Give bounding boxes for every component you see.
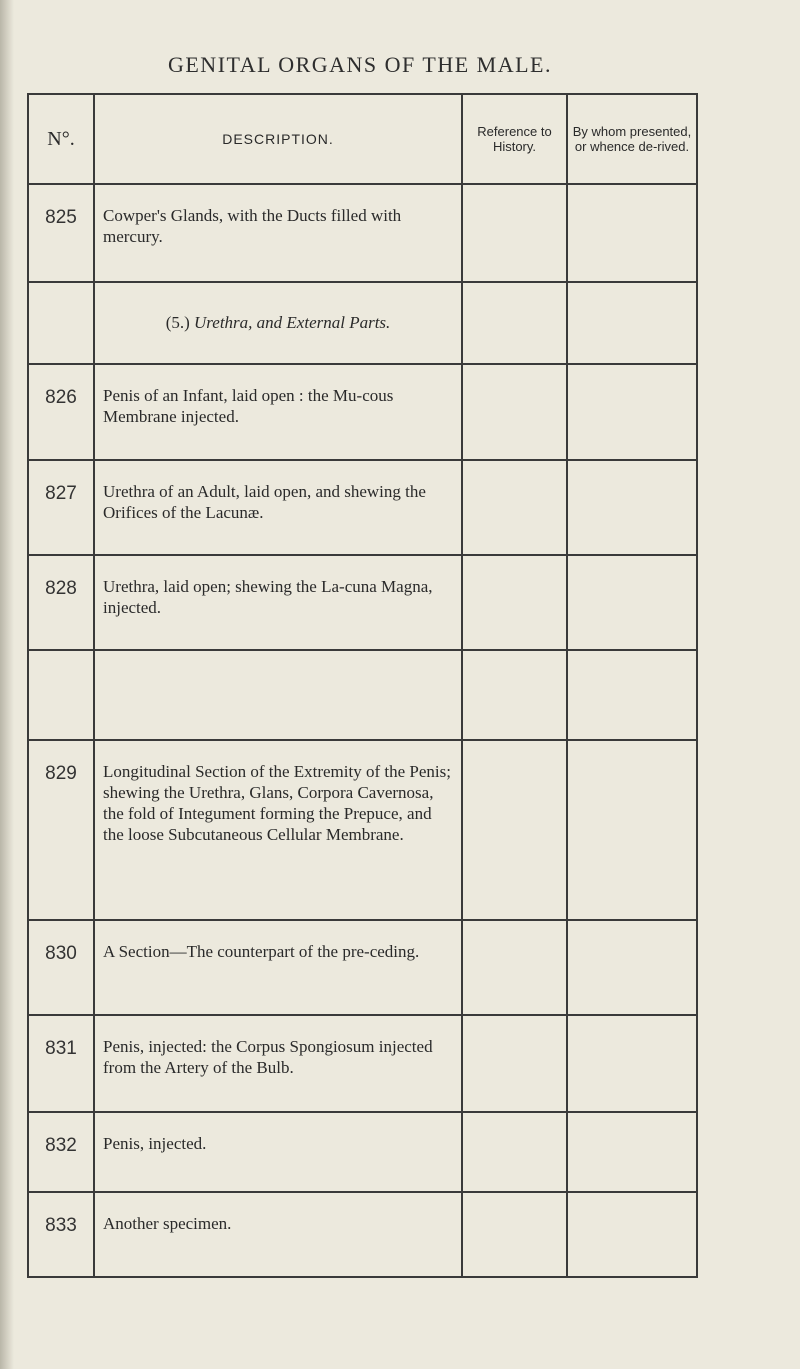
row-reference (462, 364, 567, 460)
row-presented (567, 920, 697, 1015)
row-description: Penis, injected. (94, 1112, 462, 1192)
row-presented (567, 460, 697, 555)
table-row (28, 1192, 697, 1277)
row-reference (462, 740, 567, 920)
table-row (28, 740, 697, 920)
section-heading (94, 282, 462, 364)
row-reference (462, 650, 567, 740)
row-description: Longitudinal Section of the Extremity of the Penis; shewing the Urethra, Glans, Corpora Cavernosa, the fold of Integument forming the Prepuce, and the loose Subcutaneous Cellular Membrane. (94, 740, 462, 920)
table-row (28, 1112, 697, 1192)
table-row (28, 184, 697, 282)
row-description: Cowper's Glands, with the Ducts filled with mercury. (94, 184, 462, 282)
row-presented (567, 1192, 697, 1277)
row-number: 829 (28, 740, 94, 920)
header-reference: Reference to History. (462, 94, 567, 184)
row-reference (462, 460, 567, 555)
row-description: Another specimen. (94, 1192, 462, 1277)
row-number: 826 (28, 364, 94, 460)
header-row (28, 94, 697, 184)
table-row (28, 920, 697, 1015)
table-row (28, 364, 697, 460)
row-presented (567, 555, 697, 650)
row-number (28, 282, 94, 364)
row-number: 831 (28, 1015, 94, 1112)
row-presented (567, 650, 697, 740)
table-row (28, 460, 697, 555)
row-reference (462, 555, 567, 650)
row-presented (567, 740, 697, 920)
page-edge (0, 0, 14, 1369)
row-reference (462, 920, 567, 1015)
row-reference (462, 184, 567, 282)
row-presented (567, 364, 697, 460)
row-description: Penis, injected: the Corpus Spongiosum injected from the Artery of the Bulb. (94, 1015, 462, 1112)
header-number: N°. (28, 94, 94, 184)
section-row (28, 282, 697, 364)
row-number: 828 (28, 555, 94, 650)
row-number: 832 (28, 1112, 94, 1192)
row-description: Urethra of an Adult, laid open, and shewing the Orifices of the Lacunæ. (94, 460, 462, 555)
row-description: Penis of an Infant, laid open : the Mu-cous Membrane injected. (94, 364, 462, 460)
row-description (94, 650, 462, 740)
row-description: A Section—The counterpart of the pre-ceding. (94, 920, 462, 1015)
row-description: Urethra, laid open; shewing the La-cuna Magna, injected. (94, 555, 462, 650)
row-reference (462, 1192, 567, 1277)
row-reference (462, 282, 567, 364)
section-label: (5.) (165, 313, 190, 332)
row-presented (567, 1015, 697, 1112)
row-number: 825 (28, 184, 94, 282)
table-row (28, 555, 697, 650)
section-title: Urethra, and External Parts. (194, 313, 391, 332)
header-presented: By whom presented, or whence de-rived. (567, 94, 697, 184)
header-description: DESCRIPTION. (94, 94, 462, 184)
catalogue-table (27, 93, 698, 1278)
empty-row (28, 650, 697, 740)
row-presented (567, 184, 697, 282)
table-row (28, 1015, 697, 1112)
row-presented (567, 1112, 697, 1192)
row-reference (462, 1112, 567, 1192)
row-number: 830 (28, 920, 94, 1015)
row-presented (567, 282, 697, 364)
row-number: 833 (28, 1192, 94, 1277)
row-reference (462, 1015, 567, 1112)
page-title: GENITAL ORGANS OF THE MALE. (167, 52, 552, 77)
row-number (28, 650, 94, 740)
row-number: 827 (28, 460, 94, 555)
